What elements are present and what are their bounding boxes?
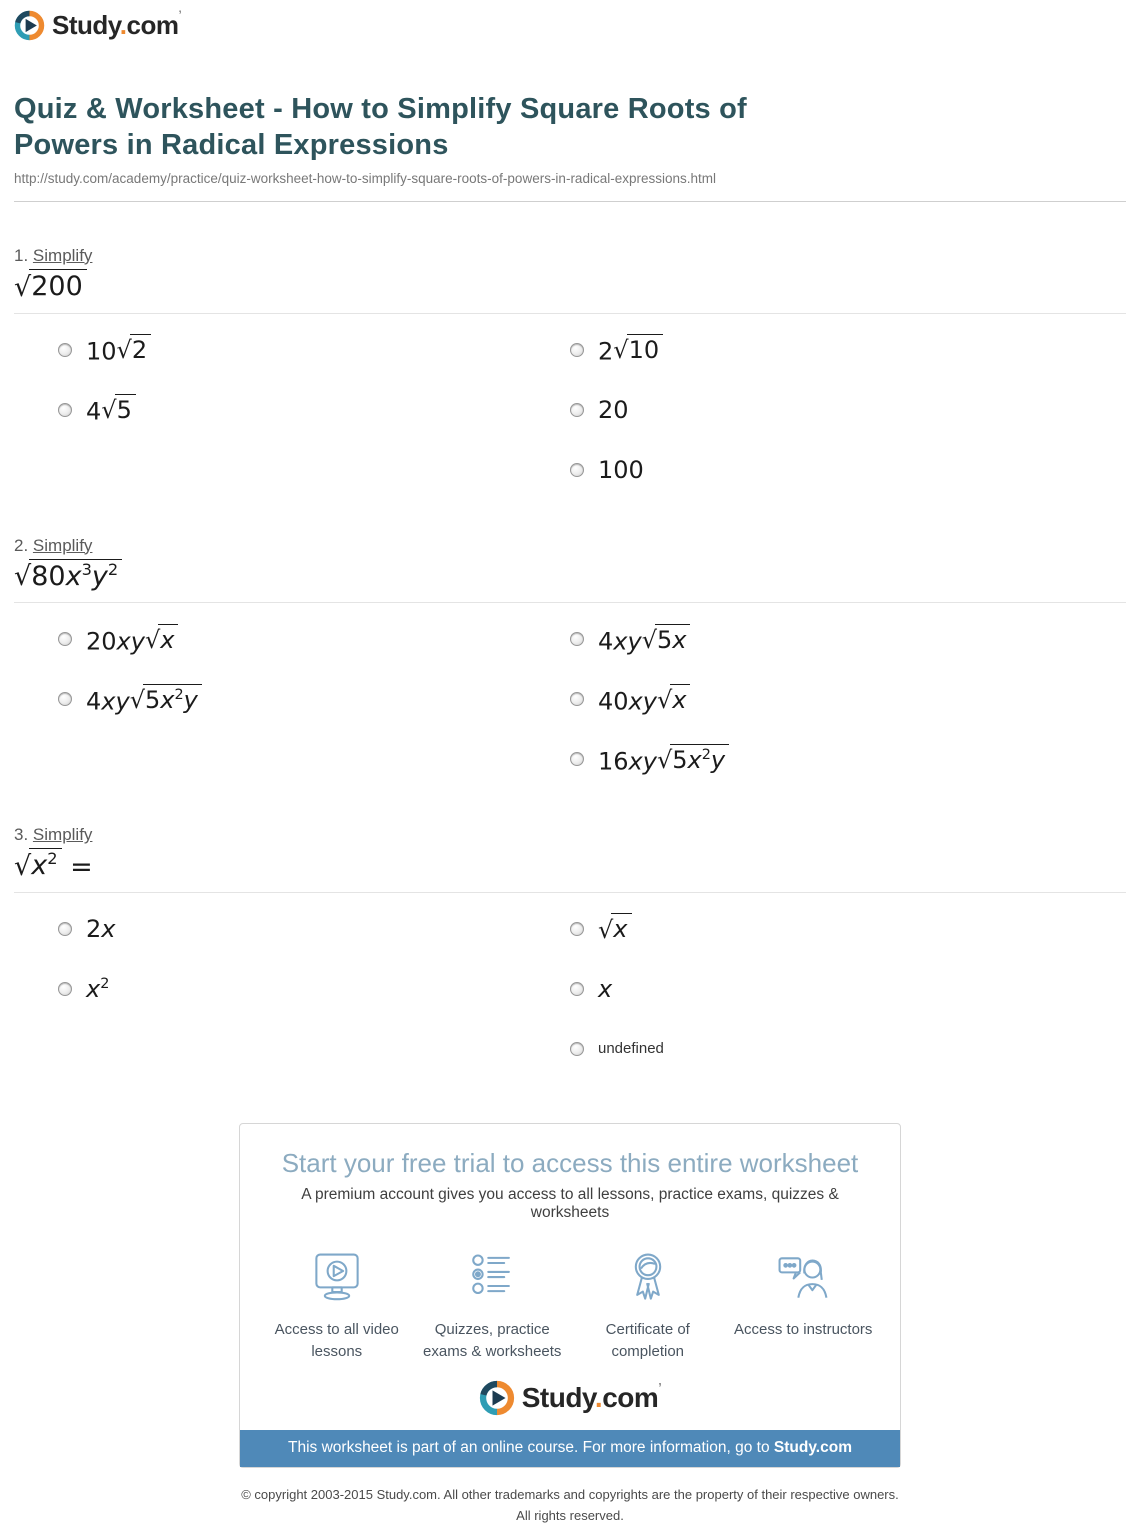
options-column-right <box>570 899 1126 1079</box>
radio-button[interactable] <box>58 692 72 706</box>
trial-subheading: A premium account gives you access to all lessons, practice exams, quizzes & worksheets <box>301 1185 839 1221</box>
sqrt-radical: √ $5x^2y$ <box>130 684 202 713</box>
answer-label: undefined <box>598 1040 664 1058</box>
radio-button[interactable] <box>58 922 72 936</box>
feature-instructor-chat <box>731 1246 877 1363</box>
radio-button[interactable] <box>58 403 72 417</box>
logo-text: Study.com’ <box>521 1381 662 1414</box>
question-label: 2. Simplify <box>14 535 93 555</box>
page-title: Quiz & Worksheet - How to Simplify Square Roots of Powers in Radical Expressions <box>14 93 747 161</box>
answer-option <box>570 320 1126 380</box>
feature-quiz-checklist <box>420 1246 566 1363</box>
answer-label: 4xy √ 5x <box>598 624 690 655</box>
trial-heading: Start your free trial to access this entire worksheet <box>281 1147 859 1178</box>
options-column-left <box>14 609 570 789</box>
sqrt-radical: √ x <box>145 624 179 653</box>
certificate-medal-icon <box>575 1246 721 1310</box>
answer-option <box>14 669 570 729</box>
sqrt-radical: √ 5 <box>101 394 136 423</box>
answer-option <box>570 1019 1126 1079</box>
question-stem: √ $x^2$ = <box>14 849 93 883</box>
question-label: 3. Simplify <box>14 825 93 845</box>
studycom-logo <box>14 10 181 41</box>
question-stem <box>14 269 1126 304</box>
options-column-right <box>570 320 1126 500</box>
answer-label: 2 √ 10 <box>598 334 663 365</box>
options-column-left <box>14 320 570 500</box>
answer-option <box>570 899 1126 959</box>
radio-button[interactable] <box>58 343 72 357</box>
radio-button[interactable] <box>570 343 584 357</box>
answer-label: 10 √ 2 <box>86 334 151 365</box>
feature-label: Access to instructors <box>734 1320 873 1338</box>
answer-option <box>570 380 1126 440</box>
question-divider <box>14 892 1126 893</box>
question-divider <box>14 602 1126 603</box>
sqrt-radical: √ x <box>657 684 691 713</box>
feature-label: Quizzes, practice exams & worksheets <box>423 1320 562 1360</box>
answer-option <box>570 729 1126 789</box>
feature-certificate-medal <box>575 1246 721 1363</box>
radio-button[interactable] <box>570 922 584 936</box>
radio-button[interactable] <box>570 632 584 646</box>
feature-label: Certificate of completion <box>605 1320 690 1360</box>
course-banner <box>240 1430 900 1467</box>
answer-label: 16xy √ $5x^2y$ <box>598 744 729 775</box>
question-stem <box>14 559 1126 594</box>
radio-button[interactable] <box>58 632 72 646</box>
feature-label: Access to all video lessons <box>274 1320 399 1360</box>
quiz-checklist-icon <box>420 1246 566 1310</box>
radio-button[interactable] <box>570 982 584 996</box>
answer-option <box>570 669 1126 729</box>
answer-option <box>570 609 1126 669</box>
answer-option <box>570 959 1126 1019</box>
features <box>264 1246 876 1363</box>
answer-option <box>14 609 570 669</box>
answer-label: 2x <box>86 914 116 943</box>
sqrt-radical: √ 5x <box>642 624 691 653</box>
answer-label: 4xy √ $5x^2y$ <box>86 684 202 715</box>
video-monitor-icon <box>264 1246 410 1310</box>
answer-label: 20xy √ x <box>86 624 178 655</box>
answer-options <box>14 320 1126 500</box>
radio-button[interactable] <box>570 1042 584 1056</box>
sqrt-radical: √ 2 <box>117 334 152 363</box>
options-column-left <box>14 899 570 1079</box>
answer-option <box>14 380 570 440</box>
source-url: http://study.com/academy/practice/quiz-worksheet-how-to-simplify-square-roots-of-powers-in-radical-expressions.html <box>14 170 716 186</box>
answer-options <box>14 899 1126 1079</box>
answer-label: 20 <box>598 395 629 424</box>
sqrt-radical: √ $x^2$ <box>14 848 62 881</box>
answer-option <box>14 959 570 1019</box>
copyright-line1: © copyright 2003-2015 Study.com. All other trademarks and copyrights are the property of their respective owners. <box>241 1487 899 1503</box>
free-trial-box <box>239 1123 901 1469</box>
answer-label: 40xy √ x <box>598 684 690 715</box>
answer-label <box>598 913 632 944</box>
question-divider <box>14 313 1126 314</box>
answer-label: x <box>598 974 613 1003</box>
feature-video-monitor <box>264 1246 410 1363</box>
answer-label: 100 <box>598 455 644 484</box>
radio-button[interactable] <box>570 463 584 477</box>
sqrt-radical: √ $5x^2y$ <box>657 744 729 773</box>
radio-button[interactable] <box>570 692 584 706</box>
banner-text: This worksheet is part of an online course. For more information, go to <box>288 1439 774 1457</box>
logo-text: Study.com’ <box>52 9 182 40</box>
copyright-line2: All rights reserved. <box>516 1507 624 1523</box>
answer-label: $x^2$ <box>86 974 110 1003</box>
answer-option <box>14 899 570 959</box>
sqrt-radical: √ $80x^3y^2$ <box>14 559 122 592</box>
question-1 <box>14 246 1126 500</box>
copyright-footer <box>14 1485 1126 1525</box>
sqrt-radical: √ 10 <box>613 334 663 363</box>
instructor-chat-icon <box>731 1246 877 1310</box>
answer-options <box>14 609 1126 789</box>
questions <box>14 246 1126 1079</box>
sqrt-radical: √ x <box>598 913 632 942</box>
sqrt-radical: √ 200 <box>14 269 87 302</box>
play-ring-icon <box>14 10 45 41</box>
studycom-logo <box>240 1380 900 1416</box>
banner-studycom-link[interactable]: Study.com <box>773 1439 852 1457</box>
question-3 <box>14 825 1126 1079</box>
radio-button[interactable] <box>570 752 584 766</box>
question-label: 1. Simplify <box>14 245 93 265</box>
answer-option <box>14 320 570 380</box>
play-ring-icon <box>479 1380 515 1416</box>
header-divider <box>14 201 1126 202</box>
radio-button[interactable] <box>58 982 72 996</box>
page-header <box>14 10 1126 46</box>
options-column-right <box>570 609 1126 789</box>
question-2 <box>14 536 1126 790</box>
radio-button[interactable] <box>570 403 584 417</box>
answer-option <box>570 440 1126 500</box>
answer-label: 4 √ 5 <box>86 394 136 425</box>
